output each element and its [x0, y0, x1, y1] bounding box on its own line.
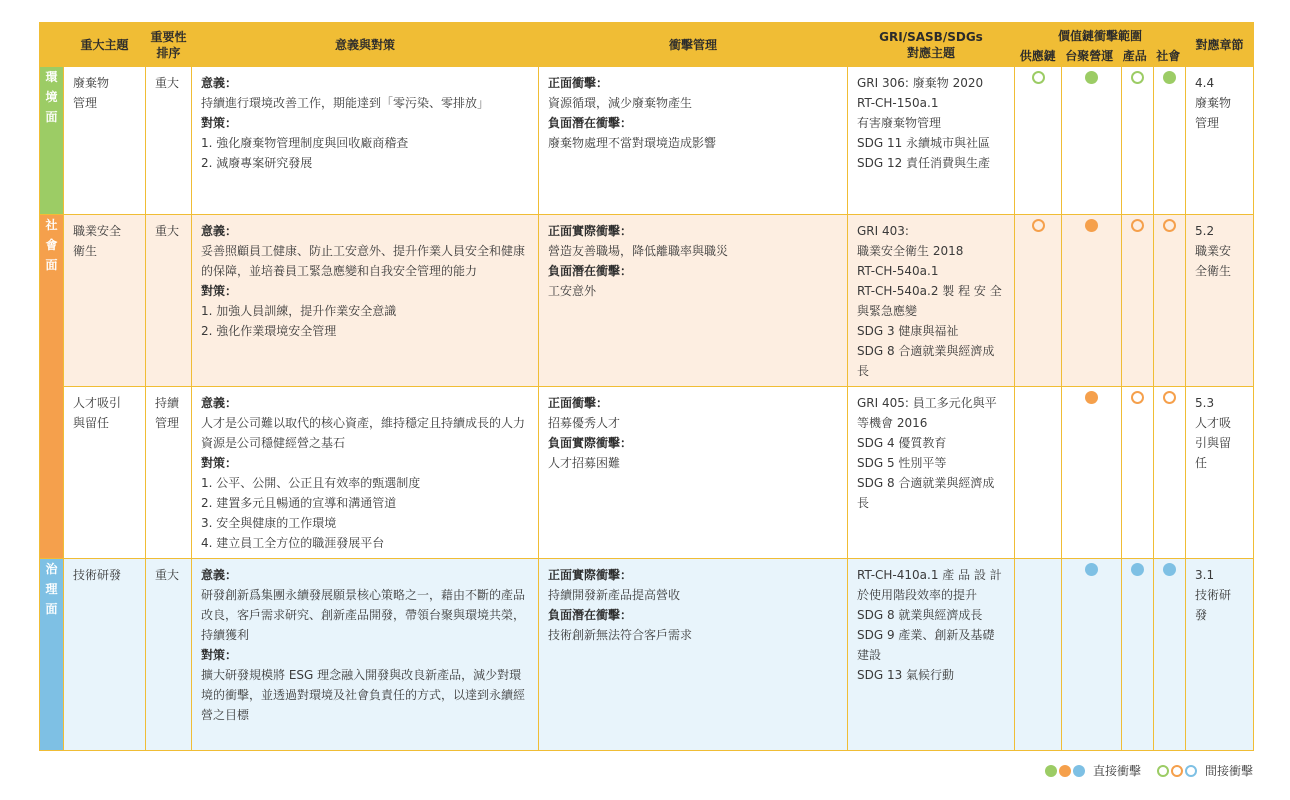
- impact-positive-label: 正面衝擊：: [548, 396, 609, 410]
- priority-cell: 重大: [146, 215, 192, 387]
- chapter-cell: 3.1 技術研 發: [1186, 559, 1254, 751]
- gri-cell: GRI 405: 員工多元化與平等機會 2016 SDG 4 優質教育 SDG 5 性別平等 SDG 8 合適就業與經濟成長: [848, 387, 1015, 559]
- impact-positive-label: 正面衝擊：: [548, 76, 609, 90]
- priority-cell: 重大: [146, 67, 192, 215]
- meaning-cell: [192, 67, 539, 215]
- category-cell-gov: [40, 559, 64, 751]
- indirect-impact-dot: [1131, 391, 1144, 404]
- value-chain-society-cell: [1154, 559, 1186, 751]
- header-meaning: 意義與對策: [192, 23, 539, 67]
- header-priority-line1: 重要性: [150, 29, 187, 44]
- value-chain-supply-cell: [1015, 559, 1062, 751]
- value-chain-product-cell: [1122, 387, 1154, 559]
- value-chain-supply-cell: [1015, 67, 1062, 215]
- topic-cell: 廢棄物 管理: [64, 67, 146, 215]
- indirect-impact-dot: [1163, 391, 1176, 404]
- impact-negative-label: 負面潛在衝擊：: [548, 264, 633, 278]
- meaning-text: 妥善照顧員工健康、防止工安意外、提升作業人員安全和健康的保障，並培養員工緊急應變和自我安全管理的能力: [201, 244, 526, 278]
- direct-impact-dot: [1163, 563, 1176, 576]
- legend-indirect-dot-green: [1157, 765, 1169, 777]
- header-value-chain-title: 價值鏈衝擊範圍: [1057, 29, 1142, 43]
- impact-negative-text: 人才招募困難: [548, 456, 621, 470]
- legend-direct-dot-blue: [1073, 765, 1085, 777]
- impact-positive-text: 持續開發新產品提高營收: [548, 588, 681, 602]
- legend-indirect-label: 間接衝擊: [1204, 764, 1253, 778]
- strategy-text: 擴大研發規模將 ESG 理念融入開發與改良新產品，減少對環境的衝擊，並透過對環境及社會負責任的方式，以達到永續經營之目標: [201, 668, 526, 722]
- header-vc-ops: 台聚營運: [1065, 49, 1114, 63]
- meaning-text: 人才是公司難以取代的核心資產，維持穩定且持續成長的人力資源是公司穩健經營之基石: [201, 416, 526, 450]
- table-row: [40, 215, 1254, 387]
- category-cell-soc: [40, 215, 64, 559]
- direct-impact-dot: [1131, 563, 1144, 576]
- impact-cell: [539, 67, 848, 215]
- meaning-text: 研發創新爲集團永續發展願景核心策略之一，藉由不斷的產品改良，客戶需求研究、創新產品開發，帶領台聚與環境共榮，持續獲利: [201, 588, 526, 642]
- topic-cell: 職業安全 衛生: [64, 215, 146, 387]
- meaning-label: 意義：: [201, 568, 238, 582]
- category-char: 會: [45, 238, 58, 252]
- strategy-label: 對策：: [201, 116, 238, 130]
- table-row: [40, 559, 1254, 751]
- meaning-text: 持續進行環境改善工作，期能達到「零污染、零排放」: [201, 96, 490, 110]
- direct-impact-dot: [1163, 71, 1176, 84]
- meaning-label: 意義：: [201, 76, 238, 90]
- category-char: 境: [45, 90, 58, 104]
- header-priority: [146, 23, 192, 67]
- category-cell-env: [40, 67, 64, 215]
- category-char: 理: [45, 582, 58, 596]
- header-vc-product: 產品: [1122, 49, 1147, 63]
- value-chain-society-cell: [1154, 387, 1186, 559]
- header-value-chain: [1015, 23, 1186, 67]
- value-chain-ops-cell: [1062, 559, 1122, 751]
- table-row: [40, 387, 1254, 559]
- legend-indirect-dot-blue: [1185, 765, 1197, 777]
- direct-impact-dot: [1085, 563, 1098, 576]
- meaning-cell: [192, 215, 539, 387]
- impact-positive-text: 資源循環，減少廢棄物產生: [548, 96, 693, 110]
- header-chapter: 對應章節: [1186, 23, 1254, 67]
- strategy-text: 1. 公平、公開、公正且有效率的甄選制度 2. 建置多元且暢通的宣導和溝通管道 3. 安全與健康的工作環境 4. 建立員工全方位的職涯發展平台: [201, 476, 421, 550]
- indirect-impact-dot: [1163, 219, 1176, 232]
- impact-negative-label: 負面實際衝擊：: [548, 436, 633, 450]
- gri-cell: RT-CH-410a.1 產 品 設 計於使用階段效率的提升 SDG 8 就業與經濟成長 SDG 9 產業、創新及基礎建設 SDG 13 氣候行動: [848, 559, 1015, 751]
- materiality-table: [39, 22, 1254, 751]
- strategy-label: 對策：: [201, 648, 238, 662]
- impact-negative-label: 負面潛在衝擊：: [548, 608, 633, 622]
- priority-cell: 持續 管理: [146, 387, 192, 559]
- chapter-cell: 5.3 人才吸 引與留 任: [1186, 387, 1254, 559]
- topic-cell: 技術研發: [64, 559, 146, 751]
- value-chain-product-cell: [1122, 215, 1154, 387]
- value-chain-ops-cell: [1062, 387, 1122, 559]
- impact-negative-text: 廢棄物處理不當對環境造成影響: [548, 136, 717, 150]
- legend-direct-label: 直接衝擊: [1092, 764, 1141, 778]
- chapter-cell: 4.4 廢棄物 管理: [1186, 67, 1254, 215]
- strategy-label: 對策：: [201, 284, 238, 298]
- header-vc-society: 社會: [1156, 49, 1181, 63]
- gri-cell: GRI 403: 職業安全衛生 2018 RT-CH-540a.1 RT-CH-540a.2 製 程 安 全與緊急應變 SDG 3 健康與福祉 SDG 8 合適就業與經濟成長: [848, 215, 1015, 387]
- direct-impact-dot: [1085, 71, 1098, 84]
- impact-positive-label: 正面實際衝擊：: [548, 568, 633, 582]
- direct-impact-dot: [1085, 391, 1098, 404]
- legend-direct-dot-green: [1045, 765, 1057, 777]
- meaning-label: 意義：: [201, 224, 238, 238]
- priority-cell: 重大: [146, 559, 192, 751]
- header-row: [40, 23, 1254, 67]
- meaning-cell: [192, 559, 539, 751]
- gri-cell: GRI 306: 廢棄物 2020 RT-CH-150a.1 有害廢棄物管理 SDG 11 永續城市與社區 SDG 12 責任消費與生產: [848, 67, 1015, 215]
- topic-cell: 人才吸引 與留任: [64, 387, 146, 559]
- indirect-impact-dot: [1131, 219, 1144, 232]
- strategy-text: 1. 強化廢棄物管理制度與回收廠商稽查 2. 減廢專案研究發展: [201, 136, 409, 170]
- category-char: 治: [45, 562, 58, 576]
- header-gri-line1: GRI/SASB/SDGs: [879, 29, 983, 44]
- impact-positive-text: 營造友善職場，降低離職率與職災: [548, 244, 729, 258]
- header-topic: 重大主題: [64, 23, 146, 67]
- indirect-impact-dot: [1131, 71, 1144, 84]
- value-chain-ops-cell: [1062, 215, 1122, 387]
- direct-impact-dot: [1085, 219, 1098, 232]
- category-char: 環: [45, 70, 58, 84]
- header-impact: 衝擊管理: [539, 23, 848, 67]
- strategy-label: 對策：: [201, 456, 238, 470]
- header-gri: [848, 23, 1015, 67]
- legend-direct-dot-orange: [1059, 765, 1071, 777]
- value-chain-product-cell: [1122, 559, 1154, 751]
- category-char: 面: [45, 258, 58, 272]
- category-char: 社: [45, 218, 58, 232]
- header-vc-supply: 供應鏈: [1019, 49, 1056, 63]
- impact-negative-text: 工安意外: [548, 284, 597, 298]
- legend: [1045, 762, 1253, 779]
- value-chain-society-cell: [1154, 67, 1186, 215]
- indirect-impact-dot: [1032, 71, 1045, 84]
- impact-cell: [539, 387, 848, 559]
- chapter-cell: 5.2 職業安 全衛生: [1186, 215, 1254, 387]
- value-chain-ops-cell: [1062, 67, 1122, 215]
- table-row: [40, 67, 1254, 215]
- impact-cell: [539, 215, 848, 387]
- header-category: [40, 23, 64, 67]
- strategy-text: 1. 加強人員訓練，提升作業安全意識 2. 強化作業環境安全管理: [201, 304, 397, 338]
- impact-negative-text: 技術創新無法符合客戶需求: [548, 628, 693, 642]
- header-priority-line2: 排序: [156, 45, 181, 60]
- impact-cell: [539, 559, 848, 751]
- value-chain-society-cell: [1154, 215, 1186, 387]
- impact-positive-label: 正面實際衝擊：: [548, 224, 633, 238]
- meaning-cell: [192, 387, 539, 559]
- value-chain-product-cell: [1122, 67, 1154, 215]
- legend-indirect-dot-orange: [1171, 765, 1183, 777]
- meaning-label: 意義：: [201, 396, 238, 410]
- indirect-impact-dot: [1032, 219, 1045, 232]
- impact-negative-label: 負面潛在衝擊：: [548, 116, 633, 130]
- impact-positive-text: 招募優秀人才: [548, 416, 621, 430]
- category-char: 面: [45, 110, 58, 124]
- header-gri-line2: 對應主題: [906, 45, 955, 60]
- value-chain-supply-cell: [1015, 215, 1062, 387]
- category-char: 面: [45, 602, 58, 616]
- value-chain-supply-cell: [1015, 387, 1062, 559]
